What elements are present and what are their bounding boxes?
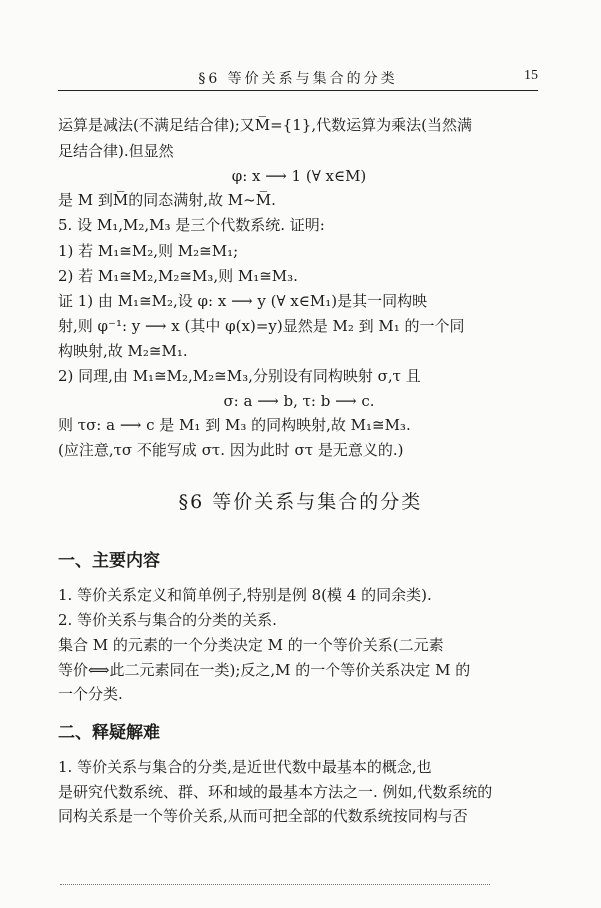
section-title: §6 等价关系与集合的分类 bbox=[178, 491, 423, 513]
text-line: σ: a ⟶ b, τ: b ⟶ c. bbox=[223, 392, 375, 410]
text-line: 射,则 φ⁻¹: y ⟶ x (其中 φ(x)=y)显然是 M₂ 到 M₁ 的一个同 bbox=[58, 317, 465, 335]
content-line: 1. 等价关系定义和简单例子,特别是例 8(模 4 的同余类). bbox=[58, 586, 432, 604]
text-line: φ: x ⟶ 1 (∀ x∈M) bbox=[231, 167, 367, 185]
clarify-line: 1. 等价关系与集合的分类,是近世代数中最基本的概念,也 bbox=[58, 758, 432, 776]
text-line: 则 τσ: a ⟶ c 是 M₁ 到 M₃ 的同构映射,故 M₁≅M₃. bbox=[58, 416, 411, 434]
running-header bbox=[58, 64, 538, 91]
bottom-rule bbox=[60, 884, 490, 885]
heading-main-content: 一、主要内容 bbox=[58, 551, 160, 571]
content-line: 集合 M 的元素的一个分类决定 M 的一个等价关系(二元素 bbox=[58, 636, 444, 654]
page-number: 15 bbox=[524, 68, 538, 83]
text-line: 2) 若 M₁≅M₂,M₂≅M₃,则 M₁≅M₃. bbox=[58, 267, 298, 285]
text-line: (应注意,τσ 不能写成 στ. 因为此时 στ 是无意义的.) bbox=[58, 441, 404, 459]
text-line: 证 1) 由 M₁≅M₂,设 φ: x ⟶ y (∀ x∈M₁)是其一同构映 bbox=[58, 292, 428, 310]
clarify-line: 同构关系是一个等价关系,从而可把全部的代数系统按同构与否 bbox=[58, 807, 468, 825]
clarify-line: 是研究代数系统、群、环和域的最基本方法之一. 例如,代数系统的 bbox=[58, 783, 493, 801]
text-line: 5. 设 M₁,M₂,M₃ 是三个代数系统. 证明: bbox=[58, 216, 325, 234]
content-line: 等价⟺此二元素同在一类);反之,M 的一个等价关系决定 M 的 bbox=[58, 661, 471, 679]
text-line: 1) 若 M₁≅M₂,则 M₂≅M₁; bbox=[58, 242, 239, 260]
text-line: 2) 同理,由 M₁≅M₂,M₂≅M₃,分别设有同构映射 σ,τ 且 bbox=[58, 367, 421, 385]
text-line: 构映射,故 M₂≅M₁. bbox=[58, 342, 188, 360]
heading-clarifications: 二、释疑解难 bbox=[58, 723, 160, 743]
text-line: 是 M 到M̅的同态满射,故 M~M̅. bbox=[58, 191, 276, 209]
header-title: §6 等价关系与集合的分类 bbox=[198, 71, 398, 87]
content-line: 一个分类. bbox=[58, 685, 123, 703]
content-line: 2. 等价关系与集合的分类的关系. bbox=[58, 611, 277, 629]
text-line: 足结合律).但显然 bbox=[58, 142, 174, 160]
text-line: 运算是减法(不满足结合律);又M̅={1},代数运算为乘法(当然满 bbox=[58, 116, 472, 134]
